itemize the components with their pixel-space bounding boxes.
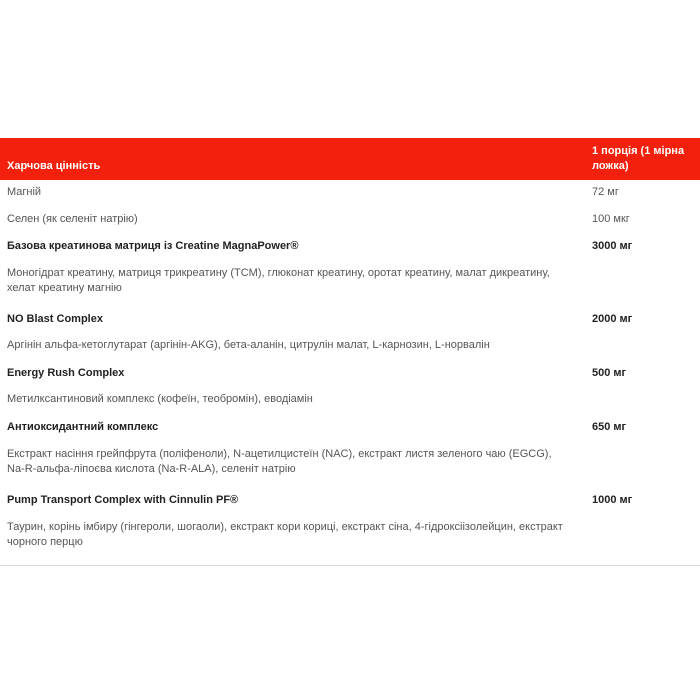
- row-name: Селен (як селеніт натрію): [7, 213, 138, 225]
- table-row: [0, 261, 700, 306]
- row-name: Екстракт насіння грейпфрута (поліфеноли), N-ацетилцистеїн (NAC), екстракт листя зеленого чаю (EGCG), Na-R-альфа-ліпоєва кислота (Na-R-ALA), селеніт натрію: [7, 448, 552, 475]
- row-amount: [586, 266, 700, 306]
- row-name: Антиоксидантний комплекс: [7, 421, 159, 433]
- table-header: [0, 138, 700, 180]
- table-row: [0, 306, 700, 334]
- table-row: [0, 207, 700, 234]
- row-amount: [586, 447, 700, 487]
- table-row: [0, 388, 700, 414]
- row-name: Магній: [7, 186, 42, 198]
- row-name: Базова креатинова матриця із Creatine MagnaPower®: [7, 240, 299, 252]
- nutrition-table: [0, 138, 700, 566]
- row-name: Energy Rush Complex: [7, 367, 125, 379]
- row-amount: 1000 мг: [592, 494, 633, 506]
- header-amount-cell: 1 порція (1 мірна ложка): [592, 145, 685, 172]
- row-amount: [586, 338, 700, 360]
- row-amount: 650 мг: [592, 421, 627, 433]
- row-amount: 72 мг: [592, 186, 619, 198]
- table-row: [0, 234, 700, 261]
- row-amount: 500 мг: [592, 367, 627, 379]
- row-name: Pump Transport Complex with Cinnulin PF®: [7, 494, 239, 506]
- table-row: [0, 487, 700, 515]
- table-row: [0, 360, 700, 388]
- row-amount: [586, 392, 700, 414]
- row-amount: 2000 мг: [592, 313, 633, 325]
- row-name: Моногідрат креатину, матриця трикреатину (TCM), глюконат креатину, оротат креатину, малат дикреатину, хелат креатину магнію: [7, 267, 550, 294]
- row-name: Аргінін альфа-кетоглутарат (аргінін-AKG), бета-аланін, цитрулін малат, L-карнозин, L-норвалін: [7, 339, 490, 351]
- row-amount: 100 мкг: [592, 213, 630, 225]
- row-name: Метилксантиновий комплекс (кофеїн, теобромін), еводіамін: [7, 393, 313, 405]
- row-name: NO Blast Complex: [7, 313, 103, 325]
- row-amount: 3000 мг: [592, 240, 633, 252]
- table-row: [0, 515, 700, 565]
- table-row: [0, 334, 700, 360]
- table-row: [0, 442, 700, 487]
- header-name-cell: Харчова цінність: [7, 160, 101, 172]
- row-name: Таурин, корінь імбиру (гінгероли, шогаоли), екстракт кори кориці, екстракт сіна, 4-гідроксіізолейцин, екстракт чорного перцю: [7, 521, 563, 548]
- table-row: [0, 414, 700, 442]
- table-row: [0, 180, 700, 207]
- row-amount: [586, 520, 700, 565]
